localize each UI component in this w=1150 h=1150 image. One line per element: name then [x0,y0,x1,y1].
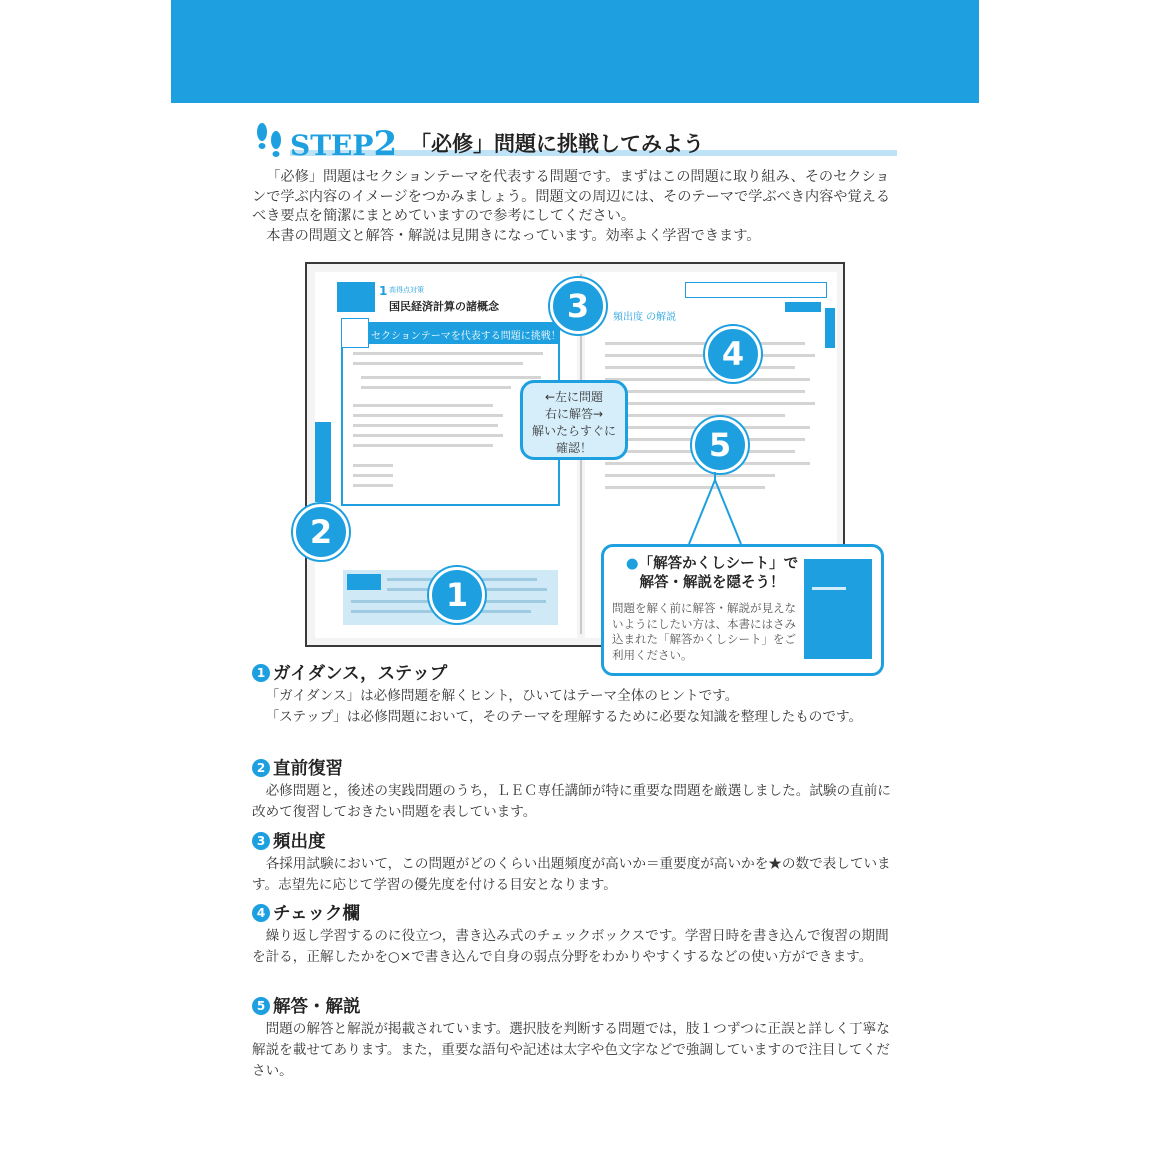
intro-paragraph: 「必修」問題はセクションテーマを代表する問題です。まずはこの問題に取り組み、そのセクションで学ぶ内容のイメージをつかみましょう。問題文の周辺には、そのテーマで学ぶべき内容や覚えるべき要点を簡潔にまとめていますので参考にしてください。 [252,169,891,224]
text-line [353,474,393,477]
marker-5: 5 [692,417,748,473]
check-badge [785,302,821,312]
text-line [605,366,795,369]
section-heading: 4 チェック欄 [252,902,900,926]
section-sub: 高得点対策 [389,286,424,294]
footprints-icon [252,120,288,160]
intro-text [252,168,900,246]
required-question-label: セクションテーマを代表する問題に挑戦！ [371,331,561,342]
right-tab [825,308,835,348]
answer-sheet-title: ●「解答かくしシート」で 解答・解説を隠そう！ [625,556,799,591]
marker-2: 2 [293,504,349,560]
text-line [353,404,493,407]
guidance-badge [347,574,381,590]
text-line [353,464,393,467]
required-tag [341,318,369,348]
check-boxes [685,282,827,298]
text-line [605,378,810,381]
section-body: 各採用試験において，この問題がどのくらい出題頻度が高いか＝重要度が高いかを★の数で表しています。志望先に応じて学習の優先度を付ける目安となります。 [252,856,891,893]
card-line [812,587,846,590]
step-heading [252,118,897,164]
pointer-line [685,470,745,546]
section-body: 繰り返し学習するのに役立つ，書き込み式のチェックボックスです。学習日時を書き込んで復習の期間を計る，正解したかを○×で書き込んで自身の弱点分野をわかりやすくするなどの使い方ができます。 [252,928,889,965]
answer-sheet-callout [601,544,884,676]
section-number: 1 [379,284,388,298]
section-guidance [252,662,900,728]
section-review [252,757,900,823]
answer-sheet-body: 問題を解く前に解答・解説が見えないようにしたい方は、本書にはさみ込まれた「解答かくしシート」をご利用ください。 [612,601,796,662]
number-icon: 3 [252,832,270,850]
required-question-bar [343,324,561,344]
text-line [361,386,511,389]
step-title: 「必修」問題に挑戦してみよう [410,132,704,156]
text-line [605,342,805,345]
marker-4: 4 [705,326,761,382]
section-heading: 1 ガイダンス，ステップ [252,662,900,686]
number-icon: 4 [252,904,270,922]
text-line [353,444,493,447]
number-icon: 5 [252,997,270,1015]
intro-paragraph: 本書の問題文と解答・解説は見開きになっています。効率よく学習できます。 [266,227,761,244]
step-label: STEP2 [290,124,398,164]
spread-callout [520,380,628,460]
section-answer [252,995,900,1082]
text-line [353,424,498,427]
section-title: 国民経済計算の諸概念 [389,300,499,313]
section-heading: 3 頻出度 [252,830,900,854]
callout-text: ←左に問題 右に解答→ 解いたらすぐに 確認！ [531,390,616,455]
text-line [605,414,785,417]
section-heading: 5 解答・解説 [252,995,900,1019]
section-heading: 2 直前復習 [252,757,900,781]
text-line [353,414,503,417]
marker-3: 3 [550,278,606,334]
text-line [361,376,541,379]
number-icon: 1 [252,664,270,682]
text-line [353,352,543,355]
text-line [353,434,503,437]
frequency-label: 頻出度 の解説 [613,312,677,323]
text-line [605,402,815,405]
text-line [353,362,523,365]
section-badge [337,282,375,312]
marker-1: 1 [429,567,485,623]
text-line [353,484,393,487]
answer-sheet-card-icon [804,559,872,659]
header-band [171,0,979,103]
section-body: 問題の解答と解説が掲載されています。選択肢を判断する問題では，肢１つずつに正誤と詳しく丁寧な解説を載せてあります。また，重要な語句や記述は太字や色文字などで強調していますので注目してください。 [252,1021,890,1079]
section-body: 「ガイダンス」は必修問題を解くヒント，ひいてはテーマ全体のヒントです。 「ステップ」は必修問題において，そのテーマを理解するために必要な知識を整理したものです。 [265,688,863,725]
section-checkbox [252,902,900,968]
section-body: 必修問題と，後述の実践問題のうち，ＬＥＣ専任講師が特に重要な問題を厳選しました。試験の直前に改めて復習しておきたい問題を表しています。 [252,783,891,820]
text-line [605,390,805,393]
number-icon: 2 [252,759,270,777]
side-tab [315,422,331,502]
section-frequency [252,830,900,896]
